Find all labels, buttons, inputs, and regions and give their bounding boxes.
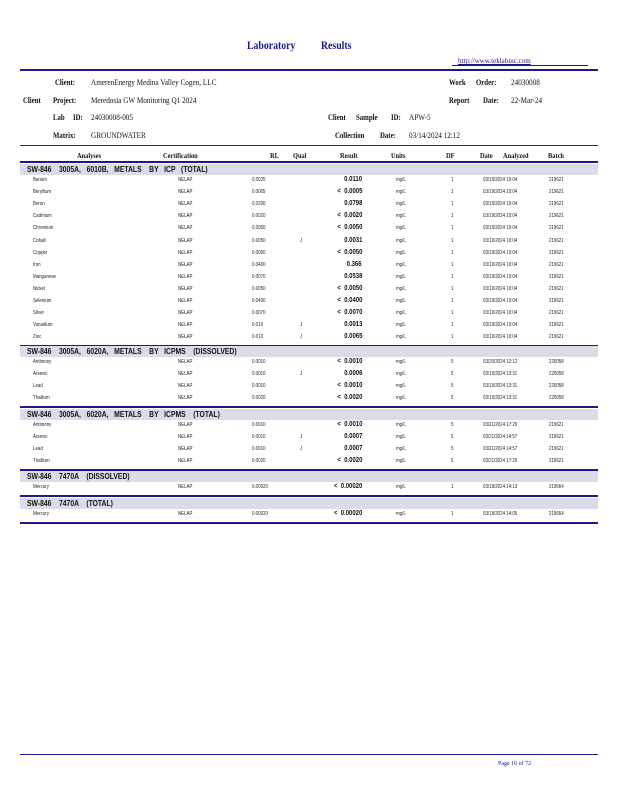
date-analyzed-cell: 03/19/2024 10:04 [483, 285, 518, 292]
analyte-cell: Mercury [33, 511, 49, 517]
result-cell: 0.0538 [343, 272, 362, 280]
section-bottom-rule [20, 406, 598, 408]
batch-cell: 220058 [549, 383, 564, 390]
date-analyzed-cell: 03/21/2024 14:57 [483, 446, 518, 453]
client-project-label: Client [23, 96, 41, 105]
date-analyzed-cell: 03/19/2024 10:04 [483, 237, 518, 244]
analyte-cell: Copper [33, 249, 48, 256]
units-cell: mg/L [396, 310, 406, 317]
rl-cell: 0.0050 [252, 285, 266, 292]
rl-cell: 0.0010 [252, 446, 266, 453]
analyte-cell: Silver [33, 310, 45, 317]
analyte-cell: Selenium [33, 298, 52, 304]
collection-date-label: Date: [380, 131, 396, 140]
result-cell: 0.0065 [343, 333, 362, 341]
df-cell: 5 [451, 371, 454, 378]
batch-cell: 219664 [549, 484, 564, 490]
batch-cell: 220058 [549, 395, 564, 402]
title-laboratory: Laboratory [247, 40, 296, 52]
units-cell: mg/L [396, 189, 406, 196]
rl-cell: 0.010 [252, 322, 264, 329]
units-cell: mg/L [396, 249, 406, 256]
section-title: SW-846 7470A (TOTAL) [27, 499, 113, 508]
date-analyzed-cell: 03/19/2024 10:04 [483, 249, 518, 256]
batch-cell: 219621 [549, 189, 564, 196]
rl-cell: 0.010 [252, 334, 264, 341]
rl-cell: 0.0050 [252, 225, 266, 232]
analyte-cell: Lead [33, 446, 43, 453]
result-cell: < 0.0050 [337, 224, 362, 232]
project-label: Project: [53, 96, 77, 105]
batch-cell: 219621 [549, 261, 564, 268]
batch-cell: 219621 [549, 249, 564, 256]
rl-cell: 0.0070 [252, 310, 266, 317]
certification-cell: NELAP [178, 511, 193, 517]
rl-cell: 0.0010 [252, 359, 266, 365]
df-cell: 1 [451, 310, 454, 317]
df-cell: 1 [451, 189, 454, 196]
units-cell: mg/L [396, 298, 406, 304]
date-analyzed-cell: 03/19/2024 13:31 [483, 395, 518, 402]
qual-cell: J [300, 371, 303, 378]
report-label: Report [449, 96, 470, 105]
col-analyzed: Analyzed [503, 151, 529, 160]
qual-cell: J [300, 446, 303, 453]
result-cell: 0.0013 [343, 321, 362, 329]
qual-cell: J [300, 237, 303, 244]
certification-cell: NELAP [178, 371, 193, 378]
units-cell: mg/L [396, 422, 406, 428]
date-analyzed-cell: 03/19/2024 10:04 [483, 189, 518, 196]
rl-cell: 0.0400 [252, 261, 266, 268]
df-cell: 5 [451, 458, 454, 465]
analyte-cell: Arsenic [33, 371, 48, 378]
date-analyzed-cell: 03/19/2024 10:04 [483, 261, 518, 268]
order-label: Order: [476, 78, 497, 87]
result-cell: < 0.00020 [333, 483, 362, 490]
df-cell: 1 [451, 273, 454, 280]
section-title: SW-846 7470A (DISSOLVED) [27, 472, 130, 481]
units-cell: mg/L [396, 177, 406, 183]
client-sample-label: Client [328, 113, 346, 122]
result-cell: < 0.0005 [337, 188, 362, 196]
section-title: SW-846 3005A, 6010B, METALS BY ICP (TOTAL) [27, 165, 208, 174]
date-analyzed-cell: 03/18/2024 14:05 [483, 511, 518, 517]
section-title: SW-846 3005A, 6020A, METALS BY ICPMS (TOTAL) [27, 410, 220, 419]
df-cell: 1 [451, 285, 454, 292]
date-analyzed-cell: 03/19/2024 10:04 [483, 213, 518, 220]
result-cell: < 0.0070 [337, 309, 362, 317]
column-header-rule [20, 161, 598, 163]
units-cell: mg/L [396, 322, 406, 329]
work-label: Work [449, 78, 466, 87]
units-cell: mg/L [396, 511, 406, 517]
date-analyzed-cell: 03/21/2024 17:20 [483, 458, 518, 465]
col-date: Date [480, 151, 493, 160]
df-cell: 1 [451, 201, 454, 208]
report-date-value: 22-Mar-24 [511, 96, 543, 105]
batch-cell: 219621 [549, 298, 564, 304]
certification-cell: NELAP [178, 434, 193, 441]
section-bottom-rule [20, 522, 598, 524]
units-cell: mg/L [396, 225, 406, 232]
result-cell: < 0.0020 [337, 457, 362, 465]
rl-cell: 0.00020 [252, 484, 268, 490]
analyte-cell: Mercury [33, 484, 49, 490]
date-analyzed-cell: 03/20/2024 12:12 [483, 359, 518, 365]
units-cell: mg/L [396, 285, 406, 292]
date-analyzed-cell: 03/21/2024 14:57 [483, 434, 518, 441]
batch-cell: 219621 [549, 201, 564, 208]
analyte-cell: Vanadium [33, 322, 53, 329]
certification-cell: NELAP [178, 458, 193, 465]
date-analyzed-cell: 03/19/2024 10:04 [483, 177, 518, 183]
col-rl: RL [270, 151, 279, 160]
df-cell: 1 [451, 225, 454, 232]
col-result: Result [340, 151, 358, 160]
batch-cell: 219621 [549, 310, 564, 317]
analyte-cell: Thallium [33, 458, 50, 465]
batch-cell: 219621 [549, 334, 564, 341]
col-analyses: Analyses [77, 151, 102, 160]
batch-cell: 219621 [549, 225, 564, 232]
website-link[interactable]: http://www.teklabinc.com [458, 57, 531, 65]
date-analyzed-cell: 03/21/2024 17:20 [483, 422, 518, 428]
certification-cell: NELAP [178, 177, 193, 183]
info-rule [20, 145, 598, 146]
certification-cell: NELAP [178, 249, 193, 256]
certification-cell: NELAP [178, 201, 193, 208]
rl-cell: 0.0010 [252, 434, 266, 441]
date-analyzed-cell: 03/19/2024 10:04 [483, 310, 518, 317]
analyte-cell: Lead [33, 383, 43, 390]
certification-cell: NELAP [178, 261, 193, 268]
certification-cell: NELAP [178, 484, 193, 490]
result-cell: 0.0006 [343, 370, 362, 378]
sample-id-label: ID: [391, 113, 401, 122]
rl-cell: 0.0010 [252, 422, 266, 428]
certification-cell: NELAP [178, 334, 193, 341]
certification-cell: NELAP [178, 310, 193, 317]
date-analyzed-cell: 03/19/2024 10:04 [483, 273, 518, 280]
batch-cell: 219621 [549, 322, 564, 329]
result-cell: < 0.0010 [337, 358, 362, 365]
date-analyzed-cell: 03/19/2024 13:31 [483, 383, 518, 390]
certification-cell: NELAP [178, 225, 193, 232]
analyte-cell: Cadmium [33, 213, 52, 220]
result-cell: < 0.0020 [337, 212, 362, 220]
units-cell: mg/L [396, 201, 406, 208]
df-cell: 5 [451, 422, 454, 428]
page-number: Page 16 of 72 [498, 761, 532, 767]
result-cell: 0.0110 [344, 176, 362, 183]
analyte-cell: Barium [33, 177, 47, 183]
batch-cell: 219664 [549, 511, 564, 517]
df-cell: 1 [451, 334, 454, 341]
result-cell: 0.366 [347, 260, 362, 268]
col-units: Units [391, 151, 406, 160]
batch-cell: 219621 [549, 273, 564, 280]
header-rule-top [452, 65, 588, 66]
rl-cell: 0.0010 [252, 371, 266, 378]
rl-cell: 0.0050 [252, 237, 266, 244]
certification-cell: NELAP [178, 213, 193, 220]
certification-cell: NELAP [178, 237, 193, 244]
certification-cell: NELAP [178, 395, 193, 402]
analyte-cell: Zinc [33, 334, 42, 341]
lab-id-label: ID: [73, 113, 83, 122]
rl-cell: 0.00020 [252, 511, 268, 517]
units-cell: mg/L [396, 484, 406, 490]
batch-cell: 219621 [549, 177, 564, 183]
work-order-value: 24030008 [511, 78, 540, 87]
units-cell: mg/L [396, 383, 406, 390]
analyte-cell: Chromium [33, 225, 54, 232]
matrix-value: GROUNDWATER [91, 131, 146, 140]
rl-cell: 0.0050 [252, 249, 266, 256]
lab-id-value: 24030008-005 [91, 113, 134, 122]
result-cell: < 0.0050 [337, 284, 362, 292]
report-date-label: Date: [483, 96, 499, 105]
title-results: Results [321, 40, 352, 52]
df-cell: 1 [451, 213, 454, 220]
result-cell: < 0.00020 [333, 510, 362, 517]
analyte-cell: Cobalt [33, 237, 46, 244]
df-cell: 1 [451, 177, 454, 183]
date-analyzed-cell: 03/18/2024 14:13 [483, 484, 518, 490]
batch-cell: 219621 [549, 458, 564, 465]
rl-cell: 0.0400 [252, 298, 266, 304]
project-value: Meredosia GW Monitoring Q1 2024 [91, 96, 197, 105]
units-cell: mg/L [396, 395, 406, 402]
result-cell: 0.0007 [343, 445, 362, 453]
certification-cell: NELAP [178, 189, 193, 196]
rl-cell: 0.0200 [252, 201, 266, 208]
result-cell: 0.0007 [343, 433, 362, 441]
date-analyzed-cell: 03/19/2024 10:04 [483, 225, 518, 232]
units-cell: mg/L [396, 237, 406, 244]
analyte-cell: Boron [33, 201, 45, 208]
df-cell: 1 [451, 484, 454, 490]
certification-cell: NELAP [178, 298, 193, 304]
units-cell: mg/L [396, 434, 406, 441]
client-value: AmerenEnergy Medina Valley Cogen, LLC [91, 78, 217, 87]
qual-cell: J [300, 434, 303, 441]
col-certification: Certification [163, 151, 198, 160]
units-cell: mg/L [396, 213, 406, 220]
sample-id-value: APW-5 [409, 113, 431, 122]
collection-label: Collection [335, 131, 365, 140]
units-cell: mg/L [396, 458, 406, 465]
rl-cell: 0.0020 [252, 213, 266, 220]
df-cell: 5 [451, 395, 454, 402]
certification-cell: NELAP [178, 422, 193, 428]
batch-cell: 219621 [549, 434, 564, 441]
certification-cell: NELAP [178, 383, 193, 390]
df-cell: 5 [451, 434, 454, 441]
df-cell: 1 [451, 261, 454, 268]
analyte-cell: Manganese [33, 273, 56, 280]
analyte-cell: Antimony [33, 422, 52, 428]
date-analyzed-cell: 03/19/2024 10:04 [483, 298, 518, 304]
result-cell: < 0.0400 [337, 297, 362, 304]
rl-cell: 0.0020 [252, 395, 266, 402]
rl-cell: 0.0020 [252, 458, 266, 465]
units-cell: mg/L [396, 273, 406, 280]
sample-label: Sample [356, 113, 378, 122]
result-cell: 0.0031 [343, 236, 362, 244]
rl-cell: 0.0010 [252, 383, 266, 390]
df-cell: 1 [451, 511, 454, 517]
date-analyzed-cell: 03/19/2024 10:04 [483, 334, 518, 341]
qual-cell: J [300, 322, 303, 329]
df-cell: 1 [451, 322, 454, 329]
qual-cell: J [300, 334, 303, 341]
batch-cell: 219621 [549, 213, 564, 220]
col-df: DF [446, 151, 455, 160]
analyte-cell: Thallium [33, 395, 50, 402]
analyte-cell: Beryllium [33, 189, 52, 196]
section-bottom-rule [20, 495, 598, 497]
batch-cell: 220058 [549, 371, 564, 378]
result-cell: < 0.0010 [337, 421, 362, 428]
units-cell: mg/L [396, 446, 406, 453]
analyte-cell: Antimony [33, 359, 52, 365]
result-cell: < 0.0020 [337, 394, 362, 402]
analyte-cell: Iron [33, 261, 41, 268]
df-cell: 5 [451, 446, 454, 453]
units-cell: mg/L [396, 334, 406, 341]
collection-date-value: 03/14/2024 12:12 [409, 131, 461, 140]
section-title: SW-846 3005A, 6020A, METALS BY ICPMS (DISSOLVED) [27, 347, 237, 356]
rl-cell: 0.0025 [252, 177, 266, 183]
df-cell: 5 [451, 383, 454, 390]
df-cell: 5 [451, 359, 454, 365]
units-cell: mg/L [396, 261, 406, 268]
batch-cell: 219621 [549, 237, 564, 244]
batch-cell: 219621 [549, 422, 564, 428]
df-cell: 1 [451, 237, 454, 244]
result-cell: 0.0798 [343, 200, 362, 208]
result-cell: < 0.0010 [337, 382, 362, 390]
matrix-label: Matrix: [53, 131, 76, 140]
rl-cell: 0.0005 [252, 189, 266, 196]
footer-rule [20, 754, 598, 755]
certification-cell: NELAP [178, 322, 193, 329]
certification-cell: NELAP [178, 446, 193, 453]
date-analyzed-cell: 03/19/2024 13:31 [483, 371, 518, 378]
col-batch: Batch [548, 151, 564, 160]
certification-cell: NELAP [178, 285, 193, 292]
col-qual: Qual [293, 151, 307, 160]
certification-cell: NELAP [178, 359, 193, 365]
header-rule [20, 69, 598, 71]
df-cell: 1 [451, 298, 454, 304]
rl-cell: 0.0070 [252, 273, 266, 280]
client-label: Client: [55, 78, 76, 87]
date-analyzed-cell: 03/19/2024 10:04 [483, 201, 518, 208]
units-cell: mg/L [396, 359, 406, 365]
df-cell: 1 [451, 249, 454, 256]
analyte-cell: Nickel [33, 285, 45, 292]
lab-label: Lab [53, 113, 65, 122]
certification-cell: NELAP [178, 273, 193, 280]
batch-cell: 219621 [549, 446, 564, 453]
batch-cell: 219621 [549, 285, 564, 292]
date-analyzed-cell: 03/19/2024 10:04 [483, 322, 518, 329]
result-cell: < 0.0050 [337, 248, 362, 256]
batch-cell: 220058 [549, 359, 564, 365]
units-cell: mg/L [396, 371, 406, 378]
analyte-cell: Arsenic [33, 434, 48, 441]
